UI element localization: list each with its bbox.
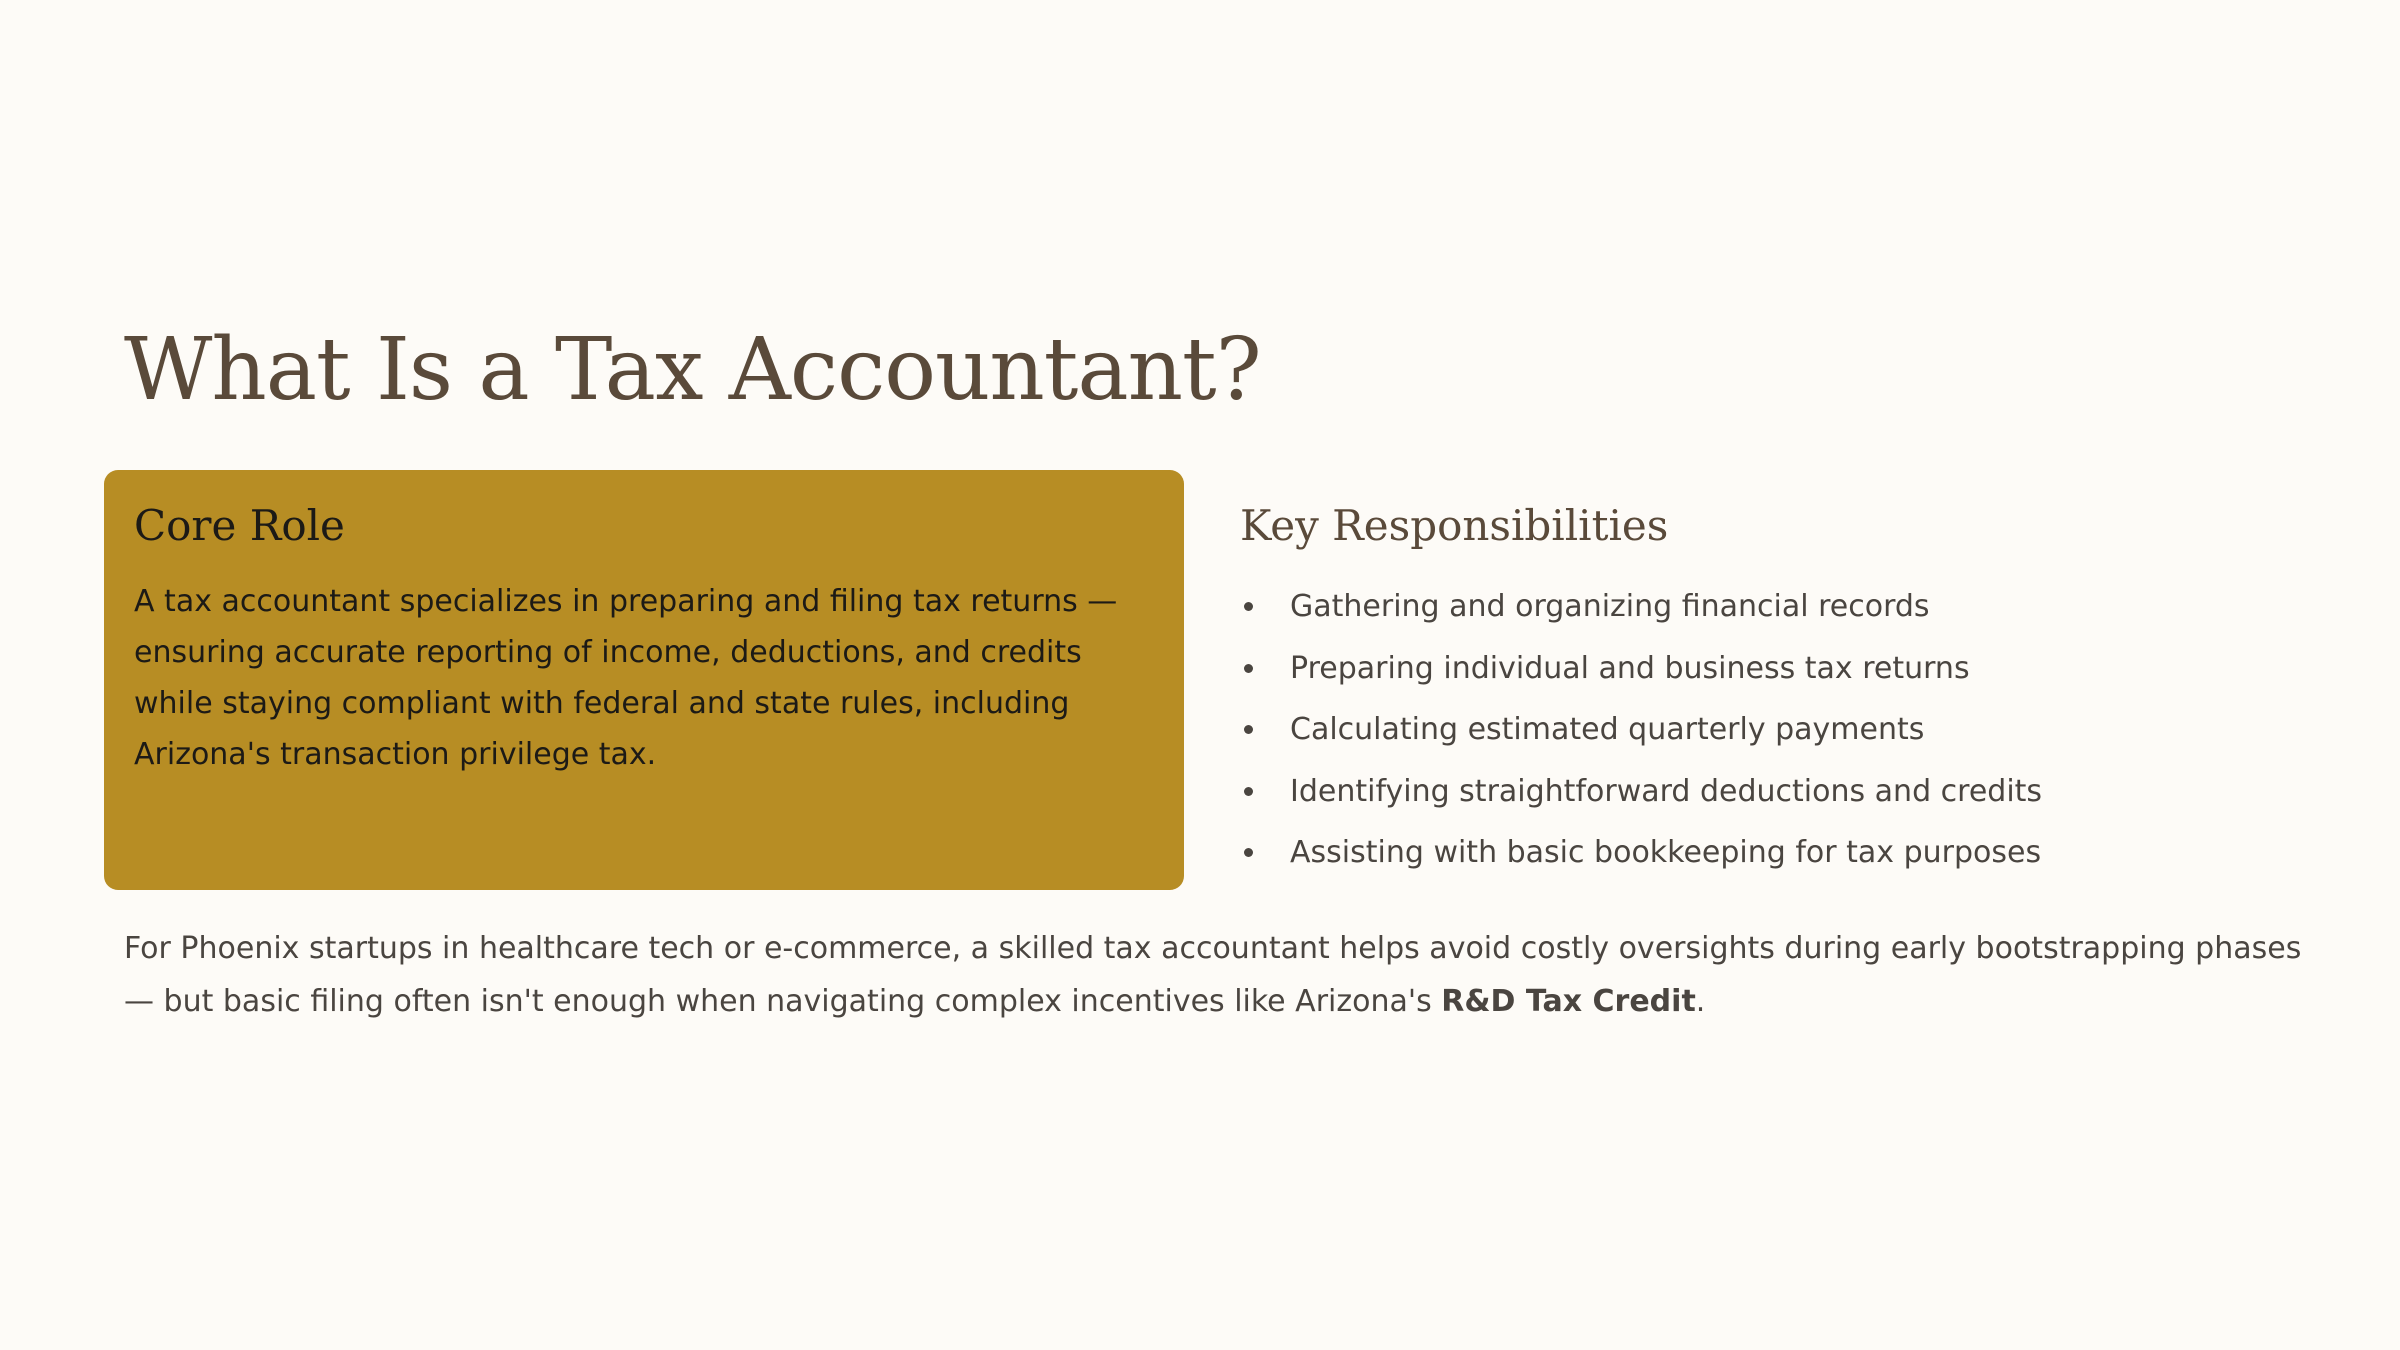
list-item <box>1240 699 2340 761</box>
core-role-card <box>104 470 1184 890</box>
list-item-text: Calculating estimated quarterly payments <box>1290 712 1925 747</box>
list-item <box>1240 576 2340 638</box>
key-responsibilities-section <box>1240 470 2340 884</box>
list-item-text: Identifying straightforward deductions and credits <box>1290 773 2043 809</box>
rd-tax-credit-emphasis: R&D Tax Credit <box>1441 984 1696 1019</box>
list-item <box>1240 761 2340 823</box>
bullet-icon <box>1244 787 1253 796</box>
page-title: What Is a Tax Accountant? <box>124 320 1261 420</box>
bullet-icon <box>1244 602 1253 611</box>
core-role-heading: Core Role <box>134 501 345 550</box>
footer-paragraph <box>124 922 2304 1028</box>
list-item <box>1240 822 2340 884</box>
responsibilities-list <box>1240 576 2340 884</box>
list-item-text: Preparing individual and business tax returns <box>1290 650 1970 686</box>
bullet-icon <box>1244 725 1253 734</box>
bullet-icon <box>1244 848 1253 857</box>
bullet-icon <box>1244 664 1253 673</box>
key-responsibilities-heading: Key Responsibilities <box>1240 501 1669 550</box>
list-item-text: Gathering and organizing financial records <box>1290 589 1930 624</box>
list-item-text: Assisting with basic bookkeeping for tax purposes <box>1290 835 2042 870</box>
core-role-description: A tax accountant specializes in preparing and filing tax returns — ensuring accurate reporting of income, deductions, and credits while staying compliant with federal and state rules, including Arizona's transaction privilege tax. <box>134 584 1118 772</box>
footer-text: For Phoenix startups in healthcare tech or e-commerce, a skilled tax accountant helps avoid costly oversights during early bootstrapping phases — but basic filing often isn't enough when navigating complex incentives like Arizona's <box>124 931 2302 1019</box>
list-item <box>1240 638 2340 700</box>
footer-end: . <box>1695 984 1706 1019</box>
